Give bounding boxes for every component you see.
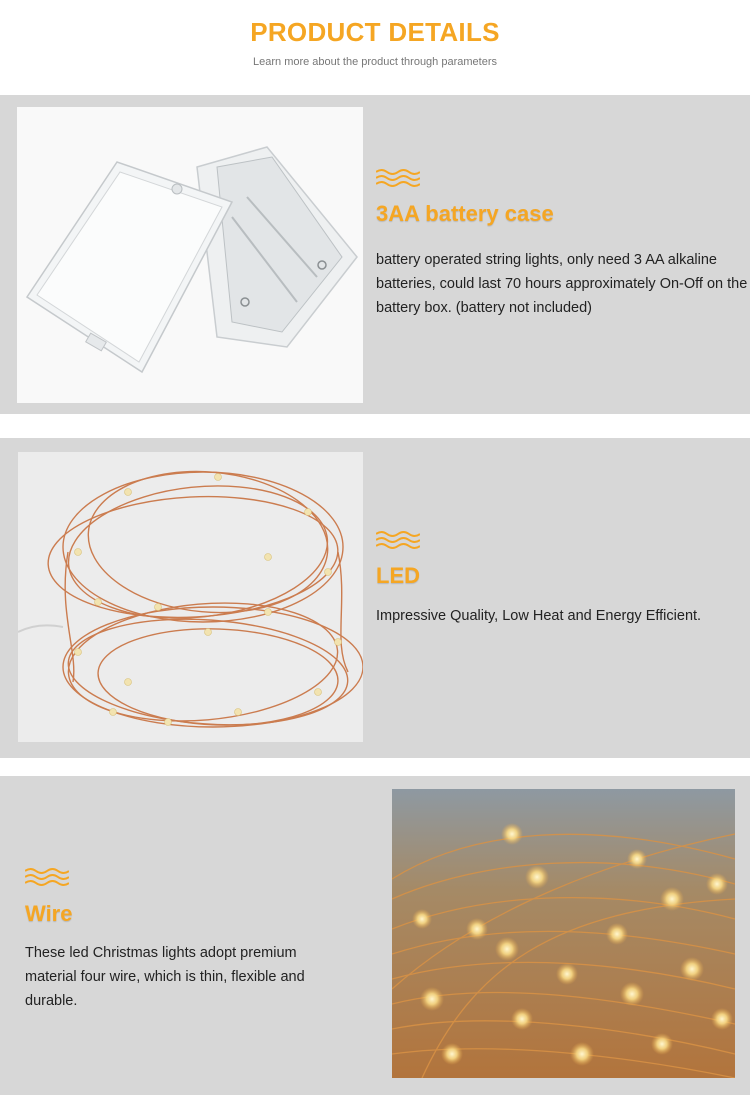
page-header [0, 0, 750, 95]
section-heading-led: LED [376, 563, 420, 588]
section-description-wire: These led Christmas lights adopt premium material four wire, which is thin, flexible and durable. [25, 945, 305, 1009]
page-title: PRODUCT DETAILS [250, 17, 500, 47]
section-description-battery-case: battery operated string lights, only need 3 AA alkaline batteries, could last 70 hours approximately On-Off on the battery box. (battery not included) [376, 252, 748, 316]
copper-wire-coil-photo [18, 452, 363, 742]
wave-icon [376, 530, 420, 550]
wave-icon [376, 168, 420, 188]
battery-case-photo [17, 107, 363, 403]
section-heading-wire: Wire [25, 901, 73, 926]
page-subtitle: Learn more about the product through parameters [253, 56, 497, 68]
section-heading-battery-case: 3AA battery case [376, 201, 554, 226]
glowing-lights-photo [392, 789, 735, 1078]
section-description-led: Impressive Quality, Low Heat and Energy Efficient. [376, 608, 702, 624]
wave-icon [25, 867, 69, 887]
